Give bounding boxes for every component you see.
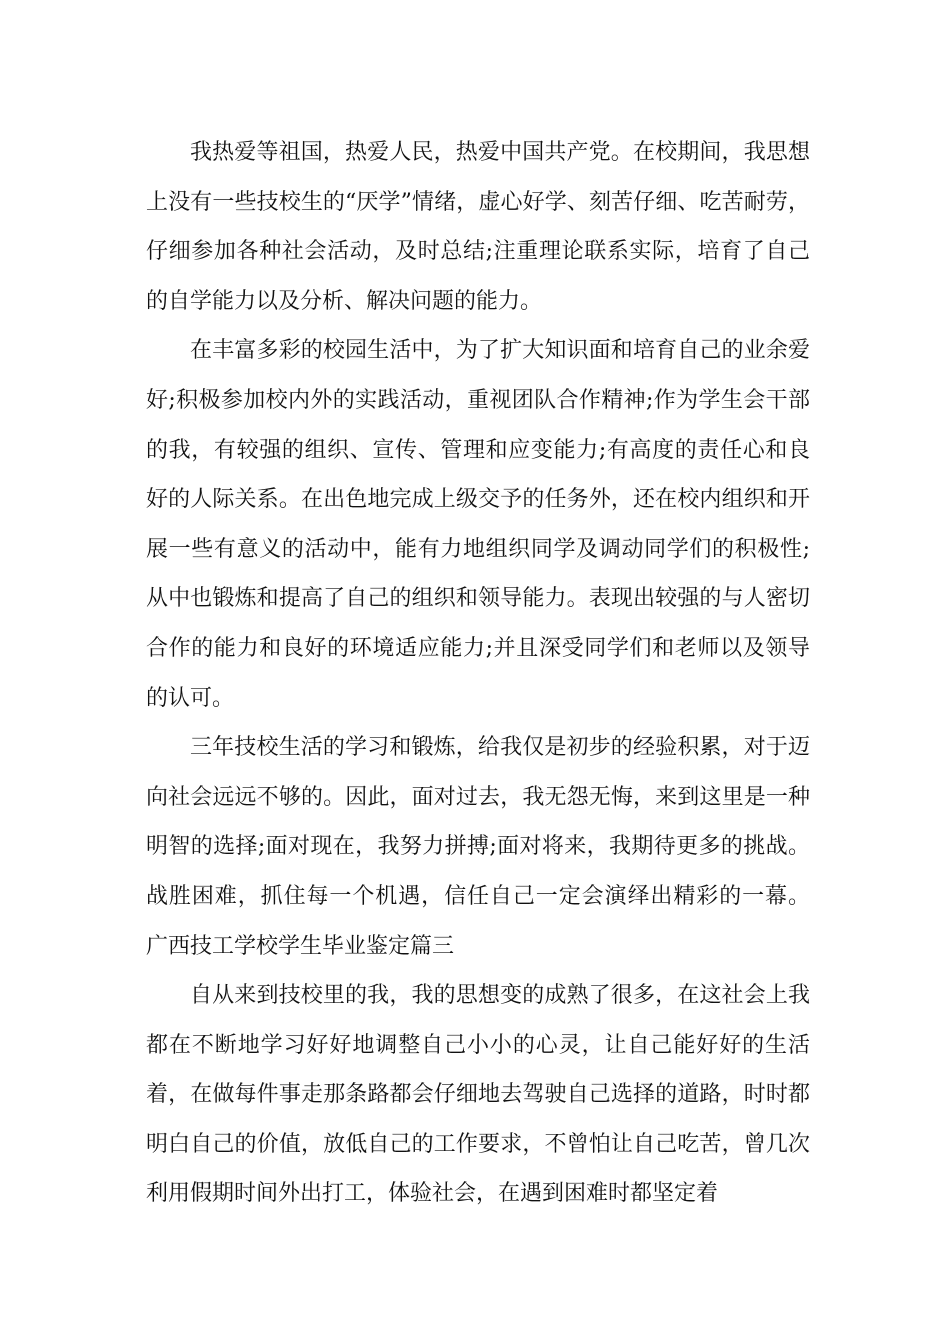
- document-body: [146, 128, 810, 1219]
- paragraph-1: 我热爱等祖国，热爱人民，热爱中国共产党。在校期间，我思想上没有一些技校生的“厌学”情绪，虚心好学、刻苦仔细、吃苦耐劳，仔细参加各种社会活动，及时总结;注重理论联系实际，培育了自己的自学能力以及分析、解决问题的能力。: [146, 140, 810, 314]
- paragraph-4: 自从来到技校里的我，我的思想变的成熟了很多，在这社会上我都在不断地学习好好地调整自己小小的心灵，让自己能好好的生活着，在做每件事走那条路都会仔细地去驾驶自己选择的道路，时时都明白自己的价值，放低自己的工作要求，不曾怕让自己吃苦，曾几次利用假期时间外出打工，体验社会，在遇到困难时都坚定着: [146, 983, 810, 1207]
- paragraph-2: 在丰富多彩的校园生活中，为了扩大知识面和培育自己的业余爱好;积极参加校内外的实践活动，重视团队合作精神;作为学生会干部的我，有较强的组织、宣传、管理和应变能力;有高度的责任心和良好的人际关系。在出色地完成上级交予的任务外，还在校内组织和开展一些有意义的活动中，能有力地组织同学及调动同学们的积极性;从中也锻炼和提高了自己的组织和领导能力。表现出较强的与人密切合作的能力和良好的环境适应能力;并且深受同学们和老师以及领导的认可。: [146, 338, 810, 711]
- paragraph-3: 三年技校生活的学习和锻炼，给我仅是初步的经验积累，对于迈向社会远远不够的。因此，面对过去，我无怨无悔，来到这里是一种明智的选择;面对现在，我努力拼搏;面对将来，我期待更多的挑战。战胜困难，抓住每一个机遇，信任自己一定会演绎出精彩的一幕。 广西技工学校学生毕业鉴定篇三: [146, 735, 810, 959]
